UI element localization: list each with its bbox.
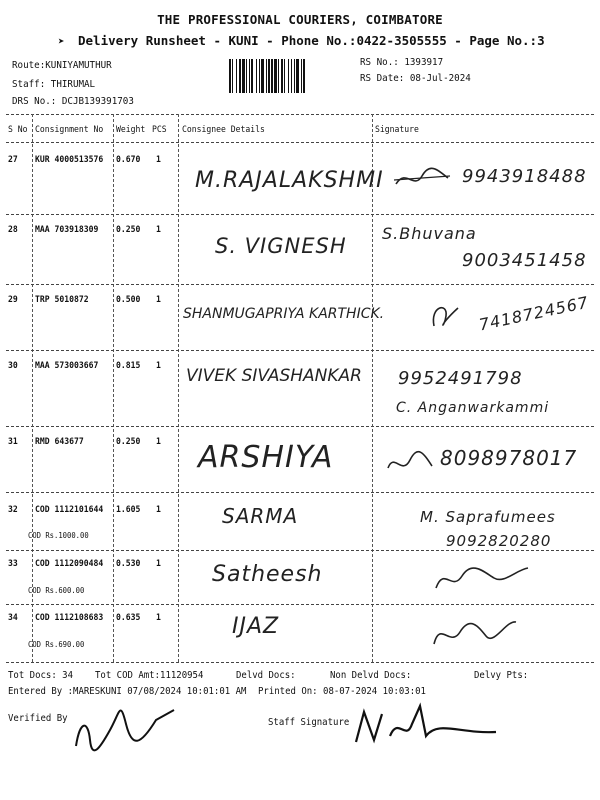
row-sno: 34 — [8, 613, 18, 623]
barcode-bar — [301, 59, 302, 93]
table-row — [0, 432, 600, 492]
table-header-rule — [6, 142, 594, 143]
consignee-handwriting: SARMA — [222, 504, 299, 528]
row-sno: 32 — [8, 505, 18, 515]
signature-phone: 9943918488 — [462, 166, 587, 187]
row-sno: 28 — [8, 225, 18, 235]
table-row — [0, 554, 600, 604]
barcode-bar — [246, 59, 247, 93]
col-header-consignee: Consignee Details — [182, 125, 265, 135]
verified-by-label: Verified By — [8, 713, 68, 724]
col-header-weight: Weight — [116, 125, 146, 135]
barcode-bar — [239, 59, 241, 93]
signature-phone: 9092820280 — [446, 532, 552, 550]
signature-phone: 9003451458 — [462, 250, 587, 271]
rs-no-value: 1393917 — [404, 57, 444, 68]
row-rule — [6, 284, 594, 285]
row-consignment: MAA 703918309 — [35, 225, 99, 235]
row-cod-amount: COD Rs.600.00 — [28, 586, 85, 595]
consignee-handwriting: S. VIGNESH — [215, 234, 347, 258]
table-row — [0, 150, 600, 214]
row-consignment: KUR 4000513576 — [35, 155, 104, 165]
barcode-bar — [294, 59, 295, 93]
tot-docs: Tot Docs: 34 — [8, 670, 74, 681]
signature-name: S.Bhuvana — [382, 224, 477, 243]
row-pcs: 1 — [156, 437, 161, 447]
row-consignment: COD 1112090484 — [35, 559, 104, 569]
table-bottom-rule — [6, 662, 594, 663]
row-rule — [6, 604, 594, 605]
col-header-consignment: Consignment No — [35, 125, 104, 135]
row-pcs: 1 — [156, 559, 161, 569]
rs-date-label: RS Date: — [360, 73, 405, 84]
row-consignment: MAA 573003667 — [35, 361, 99, 371]
barcode-bar — [236, 59, 237, 93]
consignee-handwriting: M.RAJALAKSHMI — [195, 168, 384, 193]
staff-signature-label: Staff Signature — [268, 717, 350, 728]
signature-scribble — [430, 614, 520, 654]
table-row — [0, 356, 600, 426]
delivery-points: Delvy Pts: — [474, 670, 529, 681]
signature-name: M. Saprafumees — [420, 508, 556, 526]
table-row — [0, 220, 600, 284]
row-weight: 0.500 — [116, 295, 141, 305]
row-rule — [6, 492, 594, 493]
consignee-handwriting: Satheesh — [212, 562, 323, 587]
signature-name: C. Anganwarkammi — [396, 400, 550, 416]
rs-no-row — [360, 57, 443, 68]
barcode-bar — [281, 59, 283, 93]
row-weight: 0.635 — [116, 613, 141, 623]
barcode — [229, 59, 353, 93]
verifier-signature — [70, 690, 180, 754]
entered-by: Entered By :MARESKUNI 07/08/2024 10:01:01 AM — [8, 686, 247, 697]
barcode-bar — [274, 59, 277, 93]
row-weight: 1.605 — [116, 505, 141, 515]
row-rule — [6, 350, 594, 351]
signature-scribble — [384, 448, 436, 478]
signature-phone: 7418724567 — [477, 292, 591, 335]
staff-row — [12, 79, 95, 90]
rs-no-label: RS No.: — [360, 57, 399, 68]
barcode-bar — [284, 59, 285, 93]
row-pcs: 1 — [156, 613, 161, 623]
barcode-bar — [242, 59, 245, 93]
table-row — [0, 608, 600, 660]
tot-cod-amount: Tot COD Amt:11120954 — [95, 670, 204, 681]
table-row — [0, 290, 600, 350]
barcode-bar — [229, 59, 231, 93]
row-weight: 0.250 — [116, 437, 141, 447]
row-consignment: RMD 643677 — [35, 437, 84, 447]
row-pcs: 1 — [156, 505, 161, 515]
signature-scribble — [426, 298, 466, 332]
row-sno: 29 — [8, 295, 18, 305]
table-top-rule — [6, 114, 594, 115]
row-cod-amount: COD Rs.690.00 — [28, 640, 85, 649]
runsheet-subtitle: Delivery Runsheet - KUNI - Phone No.:0422-3505555 - Page No.:3 — [78, 33, 545, 48]
signature-scribble — [392, 166, 452, 192]
table-row — [0, 498, 600, 550]
consignee-handwriting: ARSHIYA — [198, 440, 334, 475]
drs-row — [12, 96, 134, 107]
barcode-bar — [268, 59, 270, 93]
col-header-pcs: PCS — [152, 125, 167, 135]
barcode-bar — [296, 59, 299, 93]
barcode-bar — [278, 59, 279, 93]
row-weight: 0.250 — [116, 225, 141, 235]
row-pcs: 1 — [156, 155, 161, 165]
signature-phone: 9952491798 — [398, 368, 523, 389]
barcode-bar — [261, 59, 264, 93]
row-weight: 0.670 — [116, 155, 141, 165]
signature-scribble — [432, 562, 532, 596]
row-sno: 33 — [8, 559, 18, 569]
col-header-signature: Signature — [375, 125, 419, 135]
page-title: THE PROFESSIONAL COURIERS, COIMBATORE — [157, 12, 443, 27]
consignee-handwriting: IJAZ — [232, 614, 280, 639]
row-pcs: 1 — [156, 361, 161, 371]
row-weight: 0.815 — [116, 361, 141, 371]
staff-value: THIRUMAL — [50, 79, 96, 90]
staff-signature-mark — [350, 696, 500, 752]
printed-on: Printed On: 08-07-2024 10:03:01 — [258, 686, 426, 697]
rs-date-value: 08-Jul-2024 — [409, 73, 471, 84]
row-sno: 30 — [8, 361, 18, 371]
drs-value: DCJB139391703 — [61, 96, 134, 107]
barcode-bar — [288, 59, 289, 93]
row-consignment: COD 1112101644 — [35, 505, 104, 515]
barcode-bar — [271, 59, 273, 93]
row-cod-amount: COD Rs.1000.00 — [28, 531, 89, 540]
col-header-sno: S No — [8, 125, 28, 135]
consignee-handwriting: SHANMUGAPRIYA KARTHICK. — [183, 306, 385, 322]
barcode-bar — [232, 59, 233, 93]
barcode-bar — [256, 59, 257, 93]
arrow-icon: ➤ — [58, 35, 65, 48]
delivered-docs: Delvd Docs: — [236, 670, 296, 681]
non-delivered-docs: Non Delvd Docs: — [330, 670, 412, 681]
barcode-bar — [251, 59, 253, 93]
barcode-bar — [303, 59, 305, 93]
barcode-bar — [259, 59, 260, 93]
rs-date-row — [360, 73, 471, 84]
row-sno: 27 — [8, 155, 18, 165]
row-pcs: 1 — [156, 225, 161, 235]
barcode-bar — [266, 59, 267, 93]
row-sno: 31 — [8, 437, 18, 447]
route-label: Route: — [12, 60, 46, 71]
barcode-bar — [291, 59, 292, 93]
barcode-bar — [249, 59, 250, 93]
row-rule — [6, 214, 594, 215]
row-pcs: 1 — [156, 295, 161, 305]
route-value: KUNIYAMUTHUR — [45, 60, 112, 71]
staff-label: Staff: — [12, 79, 46, 90]
row-consignment: TRP 5010872 — [35, 295, 89, 305]
row-rule — [6, 550, 594, 551]
route-row — [12, 60, 112, 71]
signature-phone: 8098978017 — [440, 446, 578, 470]
row-weight: 0.530 — [116, 559, 141, 569]
row-rule — [6, 426, 594, 427]
consignee-handwriting: VIVEK SIVASHANKAR — [186, 366, 362, 386]
drs-label: DRS No.: — [12, 96, 57, 107]
row-consignment: COD 1112108683 — [35, 613, 104, 623]
